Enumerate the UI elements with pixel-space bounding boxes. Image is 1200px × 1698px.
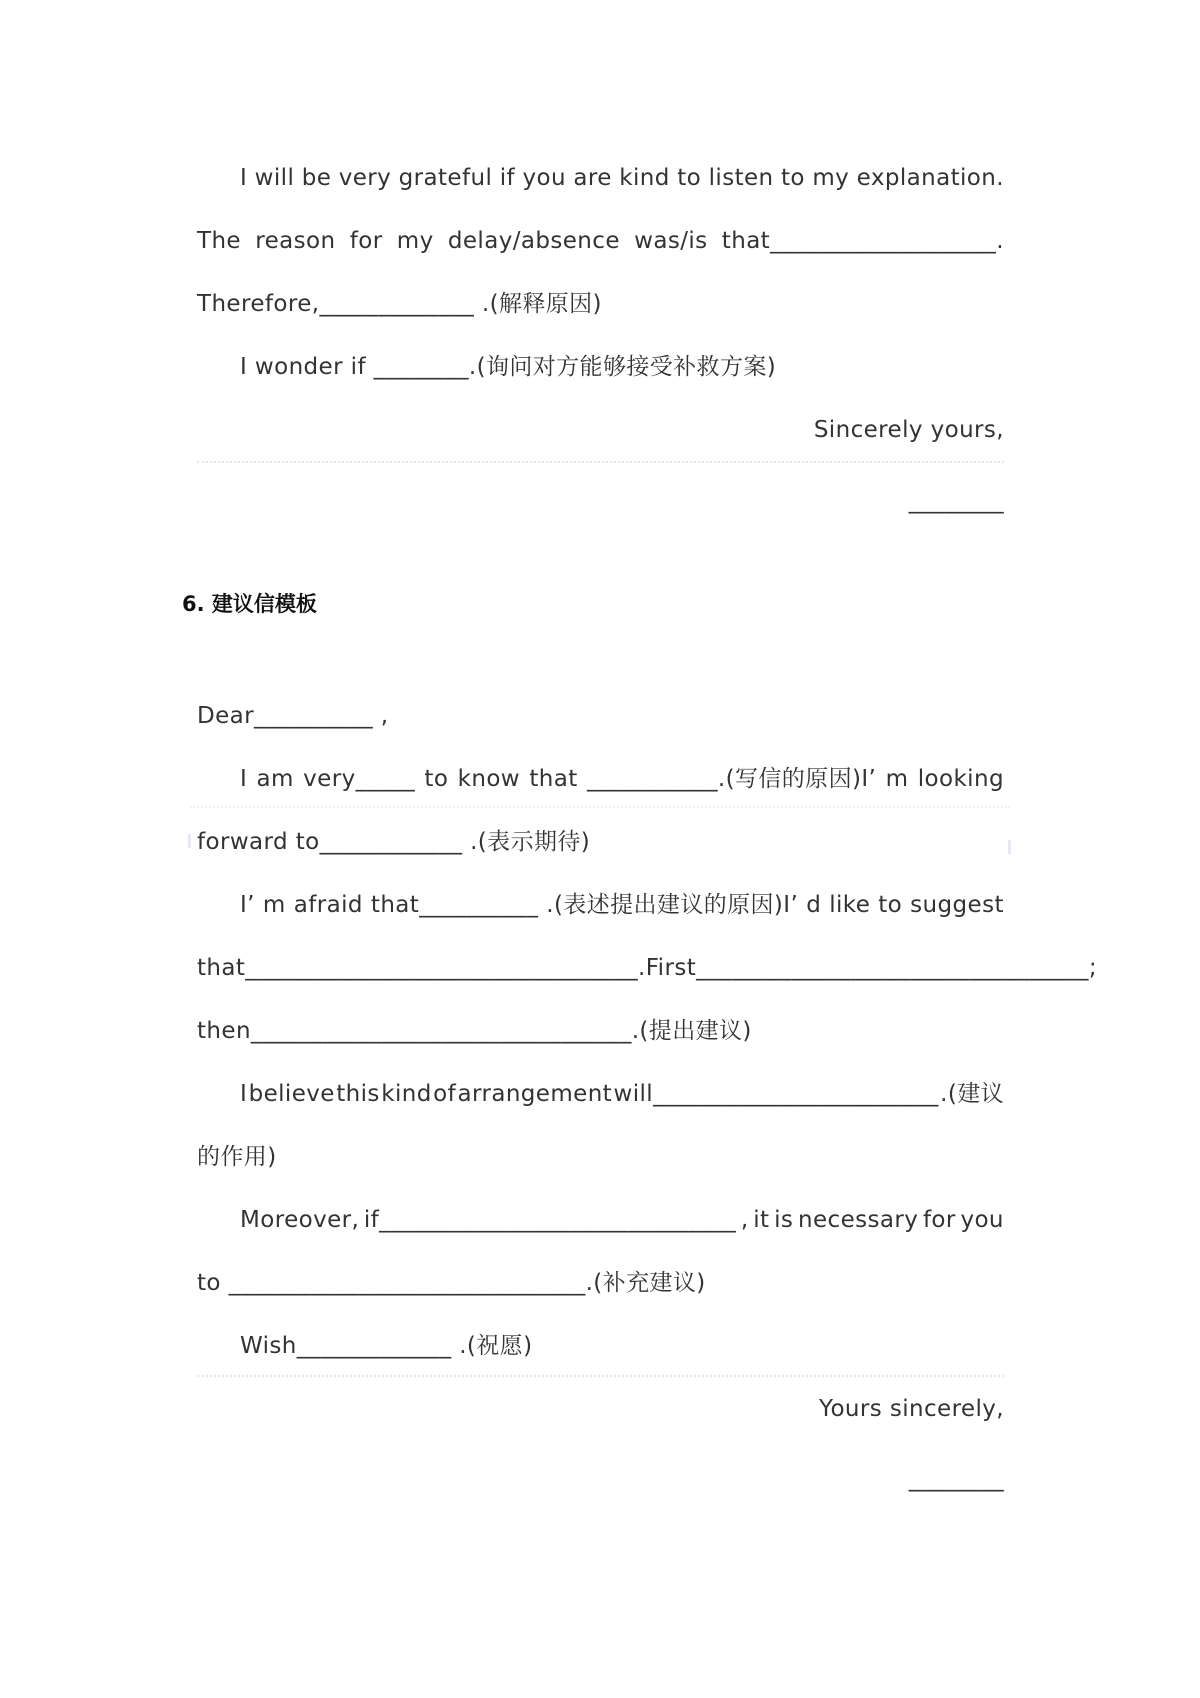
word: if	[499, 165, 516, 191]
word: to	[677, 165, 702, 191]
word: d	[806, 892, 822, 918]
s6-paragraph1-line2: forward to____________ .(表示期待)	[197, 829, 591, 855]
word: like	[829, 892, 871, 918]
word: reason	[255, 228, 336, 254]
word: that_________________________________.	[197, 955, 646, 981]
word: very_____	[303, 766, 416, 792]
word: ___________.(写信的原因)I’	[587, 766, 877, 792]
word: to	[781, 165, 805, 191]
word: ;	[1088, 955, 1097, 981]
s6-paragraph2-line3: then________________________________.(提出建议)	[197, 1018, 752, 1044]
word: ,	[740, 1207, 749, 1233]
word: listen	[708, 165, 774, 191]
word: are	[573, 165, 612, 191]
word: be	[301, 165, 332, 191]
word: know	[457, 766, 521, 792]
word: arrangement	[457, 1081, 613, 1107]
word: suggest	[910, 892, 1004, 918]
word: looking	[917, 766, 1004, 792]
word: believe	[248, 1081, 335, 1107]
word: if______________________________	[363, 1207, 737, 1233]
word: this	[336, 1081, 380, 1107]
word: for	[349, 228, 383, 254]
s6-paragraph2-line2	[197, 951, 1097, 985]
word: very	[338, 165, 392, 191]
word: is	[774, 1207, 794, 1233]
word: that___________________.	[721, 228, 1004, 254]
word: m	[885, 766, 909, 792]
word: will	[254, 165, 295, 191]
scan-artifact-mark	[1008, 840, 1011, 854]
word: I	[240, 1081, 248, 1107]
word: necessary	[798, 1207, 919, 1233]
word: afraid	[293, 892, 363, 918]
word: I	[240, 766, 248, 792]
word: my	[396, 228, 434, 254]
s6-paragraph3-line1	[197, 1077, 1004, 1111]
word: of	[433, 1081, 457, 1107]
word: will________________________	[613, 1081, 939, 1107]
word: delay/absence	[447, 228, 620, 254]
section-heading: 6. 建议信模板	[182, 592, 317, 616]
s6-signature: ________	[908, 1466, 1004, 1492]
s6-paragraph2-line1	[197, 888, 1004, 922]
word: Moreover,	[240, 1207, 360, 1233]
word: .(建议	[940, 1081, 1004, 1107]
word: First_________________________________	[645, 955, 1089, 981]
word: to	[424, 766, 449, 792]
s6-paragraph5: Wish_____________ .(祝愿)	[240, 1333, 533, 1359]
word: that__________	[370, 892, 539, 918]
word: was/is	[634, 228, 708, 254]
scan-artifact-mark	[188, 834, 191, 848]
word: for	[922, 1207, 956, 1233]
word: you	[960, 1207, 1004, 1233]
s5-paragraph2: I wonder if ________.(询问对方能够接受补救方案)	[240, 354, 777, 380]
word: it	[753, 1207, 770, 1233]
divider-dotted	[197, 1375, 1004, 1377]
word: kind	[381, 1081, 432, 1107]
s6-paragraph1-line1	[197, 762, 1004, 796]
word: I’	[240, 892, 255, 918]
word: m	[262, 892, 286, 918]
s5-paragraph1-line3: Therefore,_____________ .(解释原因)	[197, 291, 602, 317]
s6-paragraph4-line2: to ______________________________.(补充建议)	[197, 1270, 706, 1296]
word: I	[240, 165, 248, 191]
scan-artifact-dots	[190, 806, 1010, 808]
word: you	[522, 165, 566, 191]
word: .(表述提出建议的原因)I’	[546, 892, 799, 918]
s6-paragraph3-line2: 的作用)	[197, 1144, 277, 1170]
divider-dotted	[197, 461, 1004, 463]
s6-salutation: Dear__________ ,	[197, 703, 389, 729]
word: am	[256, 766, 294, 792]
word: my	[812, 165, 850, 191]
word: kind	[619, 165, 670, 191]
word: explanation.	[856, 165, 1004, 191]
word: The	[197, 228, 241, 254]
word: that	[529, 766, 578, 792]
s5-signature: ________	[908, 488, 1004, 514]
s6-closing: Yours sincerely,	[819, 1396, 1004, 1422]
word: to	[878, 892, 903, 918]
word: grateful	[398, 165, 493, 191]
s5-closing: Sincerely yours,	[813, 417, 1004, 443]
s5-paragraph1-line1	[197, 161, 1004, 195]
s6-paragraph4-line1	[197, 1203, 1004, 1237]
s5-paragraph1-line2	[197, 224, 1004, 258]
